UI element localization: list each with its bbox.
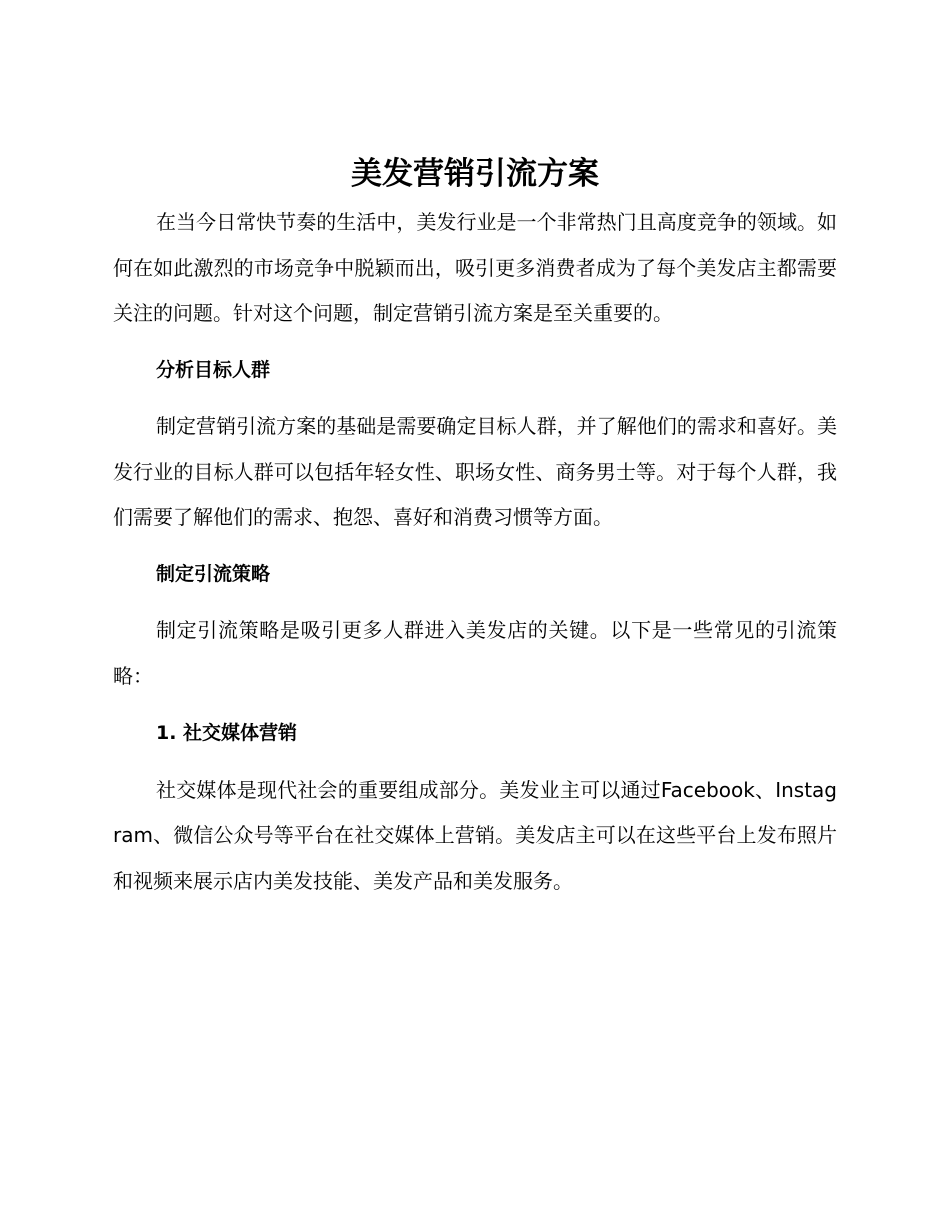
section-heading-social-media: 1. 社交媒体营销 — [156, 722, 298, 744]
section-body-strategy: 制定引流策略是吸引更多人群进入美发店的关键。以下是一些常见的引流策略： — [113, 618, 837, 688]
section-body-target-audience: 制定营销引流方案的基础是需要确定目标人群，并了解他们的需求和喜好。美发行业的目标人群可以包括年轻女性、职场女性、商务男士等。对于每个人群，我们需要了解他们的需求、抱怨、喜好和消费习惯等方面。 — [113, 414, 837, 529]
spacer — [113, 597, 837, 608]
document-content — [113, 148, 837, 904]
intro-paragraph: 在当今日常快节奏的生活中，美发行业是一个非常热门且高度竞争的领域。如何在如此激烈的市场竞争中脱颖而出，吸引更多消费者成为了每个美发店主都需要关注的问题。针对这个问题，制定营销引流方案是至关重要的。 — [113, 210, 837, 325]
section-body-social-media: 社交媒体是现代社会的重要组成部分。美发业主可以通过Facebook、Instagram、微信公众号等平台在社交媒体上营销。美发店主可以在这些平台上发布照片和视频来展示店内美发技能、美发产品和美发服务。 — [113, 777, 837, 893]
document-title: 美发营销引流方案 — [351, 156, 599, 192]
spacer — [113, 757, 837, 768]
spacer — [113, 337, 837, 348]
spacer — [113, 541, 837, 552]
spacer — [113, 393, 837, 404]
spacer — [113, 699, 837, 711]
section-heading-target-audience: 分析目标人群 — [156, 358, 271, 381]
section-heading-strategy: 制定引流策略 — [156, 562, 271, 585]
